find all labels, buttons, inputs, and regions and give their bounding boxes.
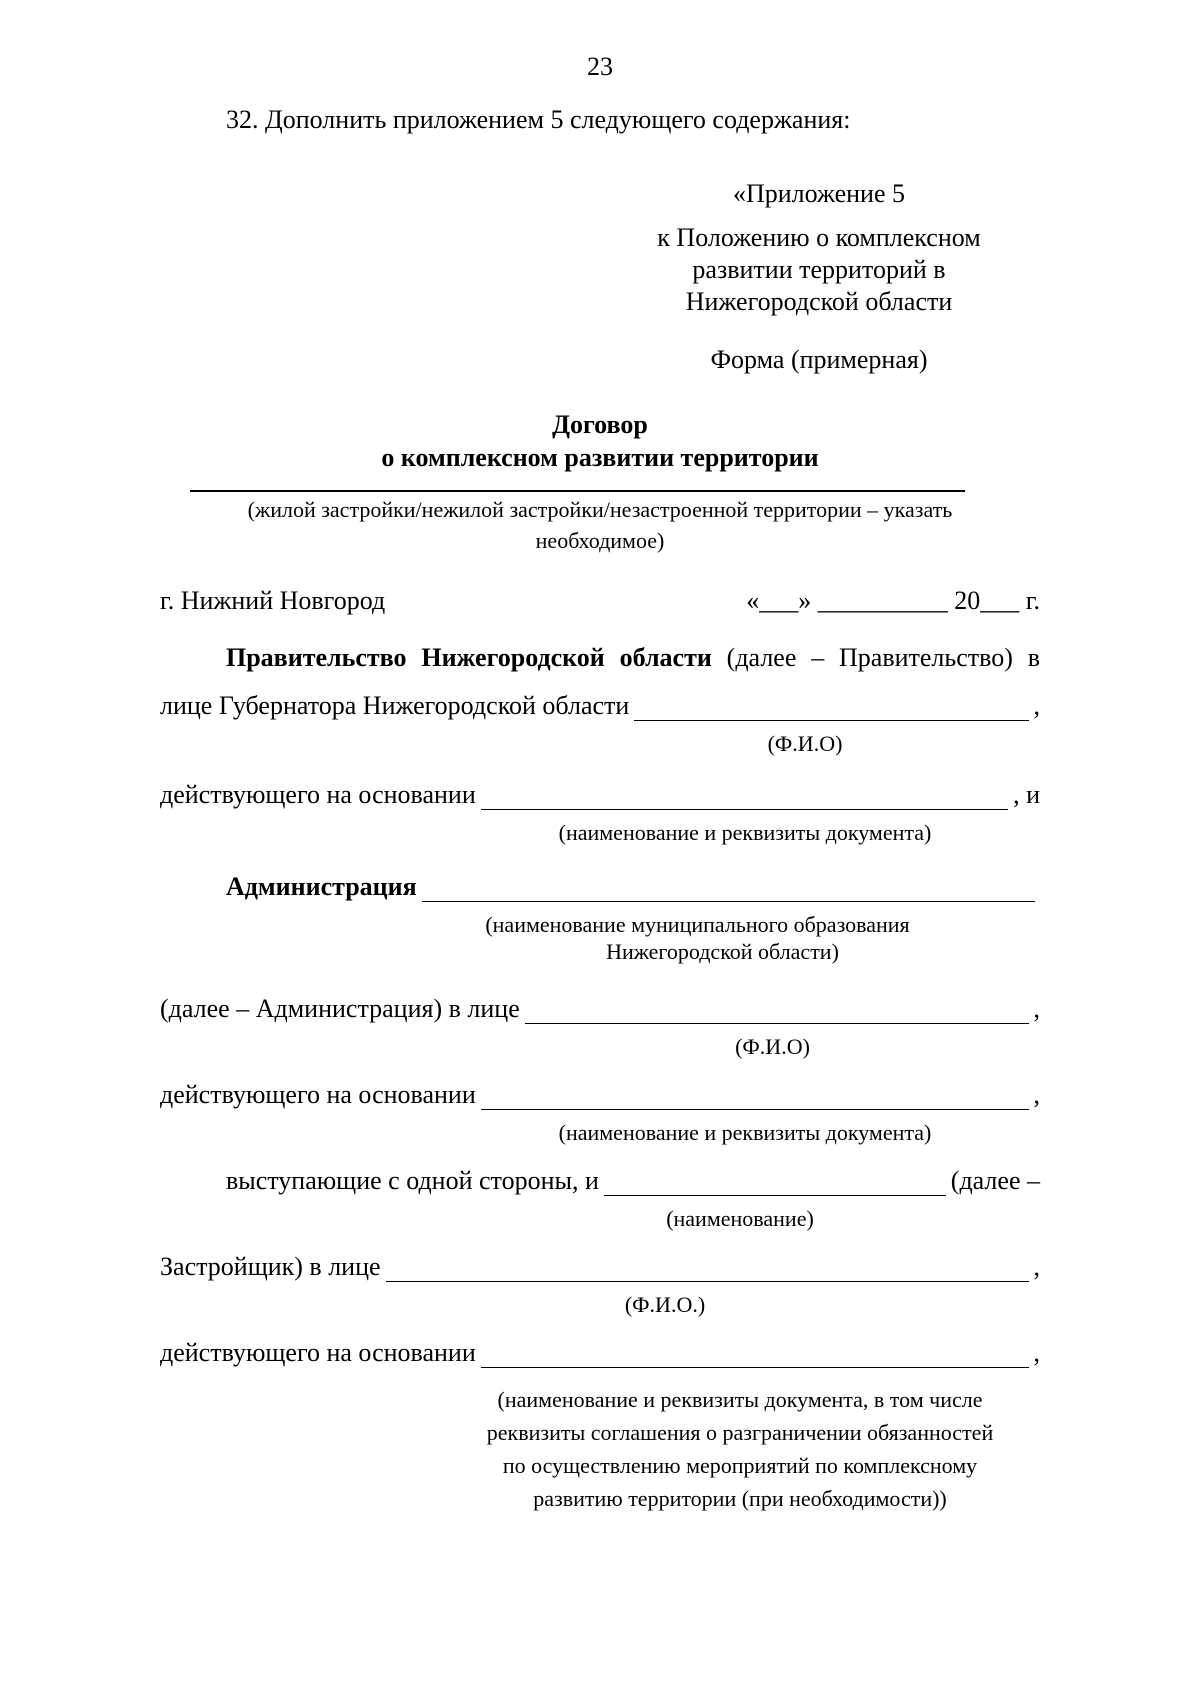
blank-field <box>481 771 1008 819</box>
basis-line <box>160 1329 1040 1377</box>
contract-title-line: Договор <box>552 410 648 439</box>
final-requisites-caption-line: реквизиты соглашения о разграничении обязанностей <box>486 1420 994 1445</box>
basis-line <box>160 1071 1040 1119</box>
blank-field <box>634 682 1028 730</box>
government-party-rest: (далее – Правительство) в <box>711 643 1041 672</box>
and-suffix: , и <box>1013 780 1040 809</box>
appendix-reference-line: развитии территорий в <box>692 255 946 284</box>
document-requisites-caption: (наименование и реквизиты документа) <box>558 820 932 845</box>
developer-label: Застройщик) в лице <box>160 1252 381 1281</box>
comma: , <box>1033 1338 1040 1367</box>
territory-type-caption: (жилой застройки/нежилой застройки/незастроенной территории – указать <box>247 497 953 522</box>
municipality-caption: (наименование муниципального образования <box>485 912 910 937</box>
parties-label: выступающие с одной стороны, и <box>226 1166 599 1195</box>
municipality-caption: Нижегородской области) <box>606 939 839 964</box>
name-caption: (наименование) <box>666 1206 814 1231</box>
administration-name: Администрация <box>226 872 417 901</box>
blank-field <box>525 985 1029 1033</box>
hereinafter-suffix: (далее – <box>950 1166 1040 1195</box>
basis-label: действующего на основании <box>160 1080 476 1109</box>
government-party-name: Правительство Нижегородской области <box>226 643 712 672</box>
comma: , <box>1033 1252 1040 1281</box>
blank-field <box>481 1329 1029 1377</box>
government-party-line <box>160 634 1040 682</box>
contract-title <box>160 408 1040 474</box>
administration-representative-line <box>160 985 1040 1033</box>
page-number: 23 <box>587 52 613 81</box>
dateline <box>160 584 1040 618</box>
developer-line <box>160 1243 1040 1291</box>
appendix-label: «Приложение 5 <box>732 179 906 208</box>
blank-field <box>604 1157 946 1205</box>
administration-line <box>160 863 1040 911</box>
territory-type-caption: необходимое) <box>535 528 665 553</box>
date-placeholder: «___» __________ 20___ г. <box>746 586 1040 615</box>
final-requisites-caption-line: (наименование и реквизиты документа, в том числе <box>497 1387 983 1412</box>
administration-representative-label: (далее – Администрация) в лице <box>160 994 520 1023</box>
fio-caption: (Ф.И.О) <box>767 731 843 756</box>
appendix-reference-line: к Положению о комплексном <box>657 223 981 252</box>
final-requisites-caption <box>160 1383 1040 1515</box>
basis-line <box>160 771 1040 819</box>
appendix-reference-line: Нижегородской области <box>685 287 953 316</box>
governor-line <box>160 682 1040 730</box>
appendix-block <box>598 178 1040 376</box>
comma: , <box>1033 1080 1040 1109</box>
basis-label: действующего на основании <box>160 1338 476 1367</box>
amendment-paragraph: 32. Дополнить приложением 5 следующего содержания: <box>226 105 851 134</box>
blank-field <box>481 1071 1029 1119</box>
comma: , <box>1033 691 1040 720</box>
blank-field <box>422 863 1035 911</box>
comma: , <box>1033 994 1040 1023</box>
fio-caption: (Ф.И.О.) <box>624 1292 706 1317</box>
parties-line <box>160 1157 1040 1205</box>
city-name: г. Нижний Новгород <box>160 586 386 615</box>
fio-caption: (Ф.И.О) <box>735 1034 810 1059</box>
blank-field <box>386 1243 1029 1291</box>
form-type-note: Форма (примерная) <box>710 345 928 374</box>
basis-label: действующего на основании <box>160 780 476 809</box>
final-requisites-caption-line: развитию территории (при необходимости)) <box>533 1486 947 1511</box>
blank-line <box>190 490 965 492</box>
document-requisites-caption: (наименование и реквизиты документа) <box>558 1120 932 1145</box>
contract-title-line: о комплексном развитии территории <box>381 443 819 472</box>
governor-label: лице Губернатора Нижегородской области <box>160 691 630 720</box>
final-requisites-caption-line: по осуществлению мероприятий по комплексному <box>502 1453 978 1478</box>
